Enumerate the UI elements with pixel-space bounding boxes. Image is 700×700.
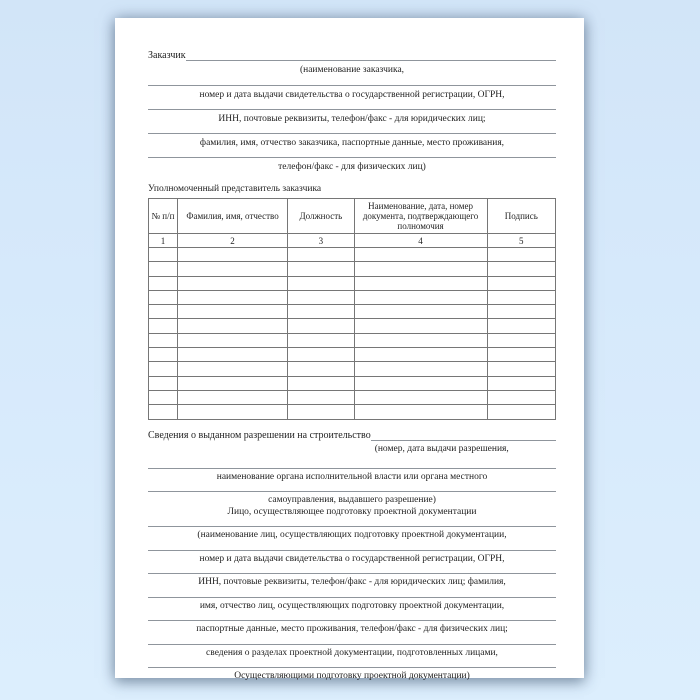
empty-cell [177, 405, 287, 419]
form-caption: Осуществляющими подготовку проектной документации) [148, 667, 556, 691]
table-row [149, 276, 556, 290]
column-header: Фамилия, имя, отчество [177, 199, 287, 234]
form-caption: ИНН, почтовые реквизиты, телефон/факс - для юридических лиц; фамилия, [148, 573, 556, 597]
empty-cell [288, 348, 354, 362]
form-caption: (наименование лиц, осуществляющих подготовку проектной документации, [148, 526, 556, 550]
table-row [149, 376, 556, 390]
column-number: 3 [288, 234, 354, 248]
table-row [149, 305, 556, 319]
empty-cell [354, 376, 487, 390]
empty-cell [149, 262, 178, 276]
empty-cell [177, 248, 287, 262]
form-caption: наименование органа исполнительной власти или органа местного [148, 468, 556, 492]
table-row [149, 390, 556, 404]
empty-cell [487, 405, 555, 419]
table-row [149, 248, 556, 262]
empty-cell [288, 262, 354, 276]
empty-cell [487, 248, 555, 262]
form-caption: самоуправления, выдавшего разрешение) [148, 491, 556, 507]
form-caption: ИНН, почтовые реквизиты, телефон/факс - для юридических лиц; [148, 109, 556, 133]
empty-cell [288, 376, 354, 390]
empty-cell [487, 390, 555, 404]
empty-cell [177, 390, 287, 404]
empty-cell [354, 248, 487, 262]
empty-cell [177, 262, 287, 276]
table-row [149, 405, 556, 419]
form-caption: имя, отчество лиц, осуществляющих подготовку проектной документации, [148, 597, 556, 621]
empty-cell [354, 290, 487, 304]
column-number: 4 [354, 234, 487, 248]
empty-cell [354, 390, 487, 404]
form-caption: номер и дата выдачи свидетельства о государственной регистрации, ОГРН, [148, 85, 556, 109]
empty-cell [288, 319, 354, 333]
customer-label: Заказчик [148, 50, 186, 61]
table-row [149, 319, 556, 333]
empty-cell [177, 276, 287, 290]
empty-cell [149, 362, 178, 376]
empty-cell [288, 333, 354, 347]
form-caption: (номер, дата выдачи разрешения, [374, 443, 509, 454]
empty-cell [354, 262, 487, 276]
empty-cell [177, 290, 287, 304]
table-row [149, 348, 556, 362]
column-number: 2 [177, 234, 287, 248]
column-header: № п/п [149, 199, 178, 234]
empty-cell [149, 276, 178, 290]
empty-cell [177, 362, 287, 376]
column-header: Подпись [487, 199, 555, 234]
table-row [149, 290, 556, 304]
empty-cell [487, 276, 555, 290]
table-header-row [149, 199, 556, 234]
empty-cell [288, 362, 354, 376]
empty-cell [177, 376, 287, 390]
empty-cell [149, 333, 178, 347]
table-row [149, 333, 556, 347]
permit-label: Сведения о выданном разрешении на строительство [148, 429, 371, 441]
form-caption: (наименование заказчика, [299, 65, 405, 75]
empty-cell [149, 319, 178, 333]
empty-cell [487, 319, 555, 333]
permit-field-line [148, 429, 556, 441]
page-content [148, 18, 556, 691]
representative-section-title: Уполномоченный представитель заказчика [148, 184, 322, 194]
empty-cell [149, 305, 178, 319]
empty-cell [354, 348, 487, 362]
form-caption: номер и дата выдачи свидетельства о государственной регистрации, ОГРН, [148, 550, 556, 574]
designer-label: Лицо, осуществляющее подготовку проектной документации [227, 507, 477, 518]
table-row [149, 262, 556, 276]
form-caption: паспортные данные, место проживания, телефон/факс - для физических лиц; [148, 620, 556, 644]
customer-blank-line [186, 49, 556, 61]
column-number-row [149, 234, 556, 248]
empty-cell [487, 333, 555, 347]
empty-cell [354, 319, 487, 333]
table-body [149, 248, 556, 420]
empty-cell [288, 405, 354, 419]
empty-cell [487, 305, 555, 319]
representatives-table [148, 198, 556, 420]
empty-cell [354, 333, 487, 347]
column-header: Должность [288, 199, 354, 234]
column-header: Наименование, дата, номер документа, подтверждающего полномочия [354, 199, 487, 234]
form-caption: фамилия, имя, отчество заказчика, паспортные данные, место проживания, [148, 133, 556, 157]
empty-cell [354, 362, 487, 376]
empty-cell [149, 390, 178, 404]
empty-cell [149, 290, 178, 304]
empty-cell [288, 390, 354, 404]
table-row [149, 362, 556, 376]
empty-cell [288, 276, 354, 290]
form-caption: сведения о разделах проектной документации, подготовленных лицами, [148, 644, 556, 668]
empty-cell [149, 405, 178, 419]
empty-cell [487, 290, 555, 304]
empty-cell [354, 305, 487, 319]
permit-blank-line [371, 429, 556, 441]
customer-field-line [148, 49, 556, 61]
empty-cell [354, 405, 487, 419]
empty-cell [177, 333, 287, 347]
empty-cell [177, 348, 287, 362]
empty-cell [149, 376, 178, 390]
empty-cell [354, 276, 487, 290]
form-caption: телефон/факс - для физических лиц) [148, 157, 556, 181]
empty-cell [288, 290, 354, 304]
empty-cell [487, 362, 555, 376]
empty-cell [487, 348, 555, 362]
empty-cell [177, 319, 287, 333]
column-number: 5 [487, 234, 555, 248]
empty-cell [149, 348, 178, 362]
empty-cell [177, 305, 287, 319]
empty-cell [487, 376, 555, 390]
empty-cell [149, 248, 178, 262]
empty-cell [487, 262, 555, 276]
empty-cell [288, 248, 354, 262]
empty-cell [288, 305, 354, 319]
document-page [115, 18, 584, 682]
column-number: 1 [149, 234, 178, 248]
